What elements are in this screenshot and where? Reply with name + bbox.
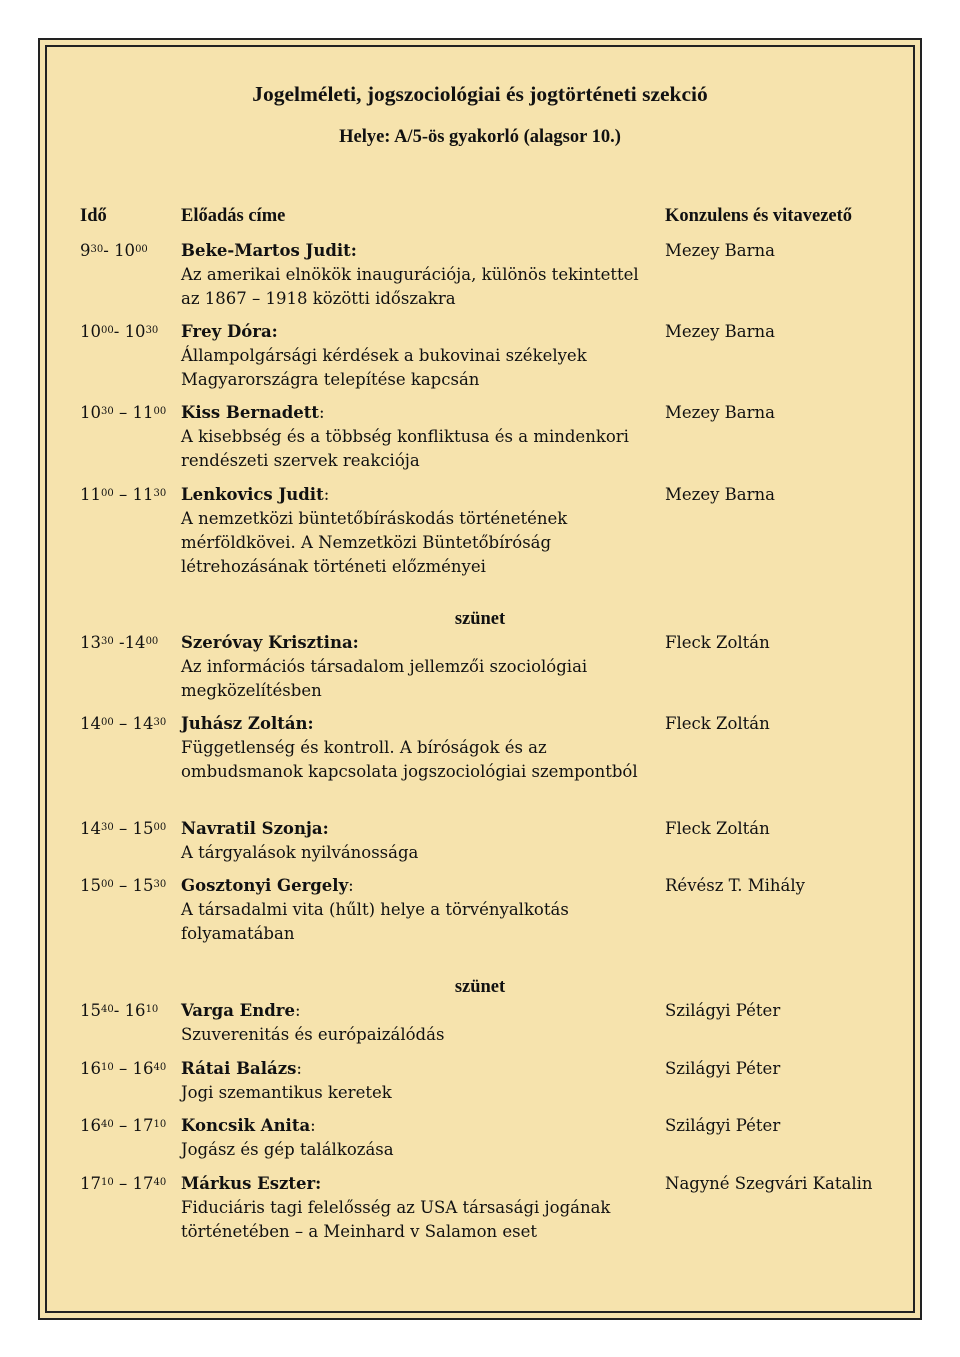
speaker-colon: :: [350, 241, 357, 260]
chair-name: Nagyné Szegvári Katalin: [665, 1174, 873, 1193]
time-start-minute: 00: [101, 488, 114, 499]
speaker-name: Juhász Zoltán:: [181, 714, 314, 733]
presentation: [181, 1114, 651, 1162]
speaker-name: Koncsik Anita:: [181, 1116, 316, 1135]
time-separator: –: [113, 876, 133, 895]
presentation: [181, 239, 651, 311]
talk-title: Jogász és gép találkozása: [181, 1140, 394, 1159]
talk-title: Az információs társadalom jellemzői szociológiai megközelítésben: [181, 657, 588, 700]
time-end-hour: 16: [132, 1059, 154, 1078]
time-end-minute: 40: [153, 1177, 167, 1188]
speaker-colon: :: [352, 633, 359, 652]
time-start-hour: 9: [80, 241, 91, 260]
talk-title: A nemzetközi büntetőbíráskodás történetének mérföldkövei. A Nemzetközi Büntetőbíróság létrehozásának történeti előzményei: [181, 509, 568, 576]
time-end-hour: 16: [124, 1001, 146, 1020]
presentation: [181, 817, 651, 865]
time-start-hour: 10: [80, 403, 101, 422]
time-start-hour: 17: [80, 1174, 101, 1193]
talk-title: Állampolgársági kérdések a bukovinai székelyek Magyarországra telepítése kapcsán: [181, 346, 587, 389]
header-time: Idő: [80, 206, 107, 226]
time-end-minute: 30: [153, 717, 167, 728]
talk-title: Jogi szemantikus keretek: [181, 1083, 392, 1102]
time-end-minute: 00: [135, 244, 148, 255]
presentation: [181, 401, 651, 473]
speaker-colon: :: [307, 714, 314, 733]
time-range: [80, 1057, 166, 1081]
presentation: [181, 1172, 651, 1244]
time-range: [80, 483, 166, 507]
header-chair: Konzulens és vitavezető: [665, 206, 853, 226]
time-separator: –: [113, 1116, 133, 1135]
presentation: [181, 999, 651, 1047]
speaker-colon: :: [271, 322, 278, 341]
chair-name: Mezey Barna: [665, 322, 775, 341]
speaker-name: Szeróvay Krisztina:: [181, 633, 359, 652]
section-title: Jogelméleti, jogszociológiai és jogtörténeti szekció: [252, 82, 708, 106]
time-end-minute: 40: [153, 1062, 167, 1073]
time-separator: -: [113, 322, 125, 341]
time-range: [80, 1172, 166, 1196]
speaker-colon: :: [310, 1116, 316, 1135]
time-range: [80, 239, 148, 263]
talk-title: Szuverenitás és európaizálódás: [181, 1025, 445, 1044]
time-range: [80, 817, 166, 841]
speaker-colon: :: [294, 1001, 301, 1020]
time-start-minute: 30: [101, 406, 114, 417]
time-start-minute: 00: [101, 717, 114, 728]
speaker-name: Varga Endre:: [181, 1001, 301, 1020]
time-end-hour: 14: [124, 633, 146, 652]
speaker-name: Navratil Szonja:: [181, 819, 329, 838]
time-start-minute: 00: [101, 879, 114, 890]
presentation: [181, 483, 651, 579]
talk-title: A kisebbség és a többség konfliktusa és a mindenkori rendészeti szervek reakciója: [181, 427, 629, 470]
presentation: [181, 1057, 651, 1105]
time-end-minute: 00: [145, 636, 159, 647]
time-start-hour: 13: [80, 633, 101, 652]
time-start-minute: 30: [90, 244, 104, 255]
time-separator: –: [113, 485, 133, 504]
time-range: [80, 631, 158, 655]
time-end-hour: 10: [124, 322, 146, 341]
time-end-hour: 14: [132, 714, 154, 733]
time-range: [80, 401, 166, 425]
time-end-hour: 11: [132, 485, 154, 504]
time-start-hour: 15: [80, 876, 101, 895]
time-start-minute: 30: [101, 822, 114, 833]
time-separator: –: [113, 714, 133, 733]
time-separator: –: [113, 1059, 133, 1078]
break-label: szünet: [454, 609, 506, 629]
time-start-hour: 15: [80, 1001, 101, 1020]
time-end-hour: 17: [132, 1116, 154, 1135]
presentation: [181, 874, 651, 946]
time-separator: –: [113, 819, 133, 838]
time-start-minute: 10: [101, 1177, 114, 1188]
speaker-name: Frey Dóra:: [181, 322, 278, 341]
talk-title: Fiduciáris tagi felelősség az USA társasági jogának történetében – a Meinhard v Salamon eset: [181, 1198, 611, 1241]
time-end-hour: 17: [132, 1174, 154, 1193]
time-separator: –: [113, 1174, 133, 1193]
time-start-hour: 16: [80, 1116, 101, 1135]
time-end-hour: 10: [114, 241, 136, 260]
chair-name: Mezey Barna: [665, 241, 775, 260]
time-end-minute: 00: [153, 406, 167, 417]
speaker-colon: :: [322, 819, 329, 838]
talk-title: A társadalmi vita (hűlt) helye a törvényalkotás folyamatában: [181, 900, 569, 943]
time-end-minute: 30: [153, 879, 167, 890]
chair-name: Szilágyi Péter: [665, 1059, 781, 1078]
chair-name: Fleck Zoltán: [665, 819, 770, 838]
time-start-hour: 14: [80, 819, 101, 838]
speaker-name: Gosztonyi Gergely:: [181, 876, 354, 895]
presentation: [181, 712, 651, 784]
chair-name: Fleck Zoltán: [665, 633, 770, 652]
speaker-colon: :: [315, 1174, 322, 1193]
time-end-minute: 30: [153, 488, 167, 499]
time-separator: -: [113, 633, 125, 652]
time-range: [80, 1114, 166, 1138]
speaker-name: Lenkovics Judit:: [181, 485, 330, 504]
time-range: [80, 999, 158, 1023]
location-subtitle: Helye: A/5-ös gyakorló (alagsor 10.): [339, 127, 621, 147]
time-end-minute: 30: [145, 325, 159, 336]
talk-title: Az amerikai elnökök inaugurációja, különös tekintettel az 1867 – 1918 közötti időszakra: [181, 265, 639, 308]
speaker-colon: :: [323, 485, 330, 504]
time-end-hour: 15: [132, 819, 154, 838]
break-label: szünet: [454, 977, 506, 997]
time-end-minute: 10: [145, 1004, 159, 1015]
time-end-hour: 15: [132, 876, 154, 895]
time-end-hour: 11: [132, 403, 154, 422]
time-end-minute: 00: [153, 822, 167, 833]
speaker-colon: :: [348, 876, 354, 895]
chair-name: Szilágyi Péter: [665, 1116, 781, 1135]
talk-title: Függetlenség és kontroll. A bíróságok és az ombudsmanok kapcsolata jogszociológiai szempontból: [181, 738, 638, 781]
time-start-hour: 10: [80, 322, 101, 341]
presentation: [181, 320, 651, 392]
time-start-minute: 40: [101, 1119, 114, 1130]
speaker-name: Beke-Martos Judit:: [181, 241, 357, 260]
presentation: [181, 631, 651, 703]
speaker-name: Kiss Bernadett:: [181, 403, 325, 422]
speaker-name: Rátai Balázs:: [181, 1059, 302, 1078]
chair-name: Révész T. Mihály: [665, 876, 805, 895]
chair-name: Mezey Barna: [665, 485, 775, 504]
speaker-colon: :: [319, 403, 325, 422]
speaker-name: Márkus Eszter:: [181, 1174, 322, 1193]
talk-title: A tárgyalások nyilvánossága: [181, 843, 419, 862]
time-end-minute: 10: [153, 1119, 167, 1130]
time-range: [80, 874, 166, 898]
time-start-minute: 00: [101, 325, 114, 336]
time-start-minute: 10: [101, 1062, 114, 1073]
time-range: [80, 712, 166, 736]
header-talk: Előadás címe: [181, 206, 286, 226]
speaker-colon: :: [296, 1059, 302, 1078]
time-start-hour: 14: [80, 714, 101, 733]
time-separator: -: [103, 241, 115, 260]
time-start-minute: 40: [101, 1004, 114, 1015]
time-separator: –: [113, 403, 133, 422]
time-range: [80, 320, 158, 344]
time-start-minute: 30: [101, 636, 114, 647]
time-start-hour: 11: [80, 485, 101, 504]
time-start-hour: 16: [80, 1059, 101, 1078]
chair-name: Mezey Barna: [665, 403, 775, 422]
time-separator: -: [113, 1001, 125, 1020]
chair-name: Szilágyi Péter: [665, 1001, 781, 1020]
chair-name: Fleck Zoltán: [665, 714, 770, 733]
